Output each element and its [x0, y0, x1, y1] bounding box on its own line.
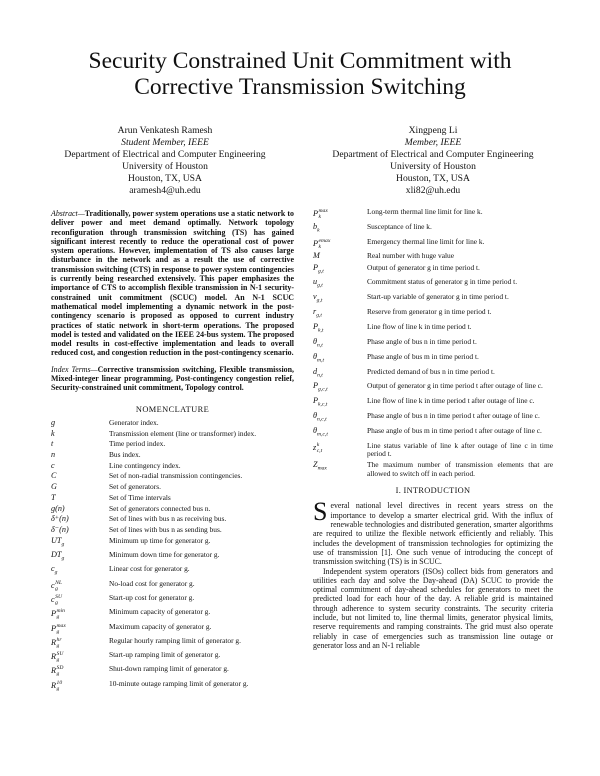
nomenclature-definition: Set of generators.: [109, 482, 161, 492]
nomenclature-definition: Line contingency index.: [109, 460, 181, 470]
nomenclature-symbol: $r_{g,t}$: [313, 307, 322, 319]
nomenclature-entry: [313, 353, 553, 365]
introduction-paragraph-1-text: everal national level directives in recent years stress on the importance to develop a smarter electrical grid. With the influx of renewable technologies and distributed generation, smarter algorithms are required to utilize the flexible network efficiently and reliably. This includes the development of transmission technologies for optimizing the use of transmission [1]. One such venue of introducing the concept of transmission switching (TS) is in SCUC.: [313, 501, 553, 567]
nomenclature-entry: [51, 665, 294, 677]
author-email: aramesh4@uh.edu: [129, 185, 201, 196]
author-name: Xingpeng Li: [408, 125, 458, 136]
nomenclature-definition: Line status variable of line k after outage of line c in time period t.: [367, 440, 553, 459]
nomenclature-definition: Emergency thermal line limit for line k.: [367, 236, 485, 246]
nomenclature-list-left: [51, 419, 294, 692]
nomenclature-entry: [51, 505, 294, 513]
nomenclature-entry: [313, 368, 553, 380]
title-line-1: Security Constrained Unit Commitment with: [88, 48, 512, 74]
introduction-paragraph-1: [313, 497, 553, 567]
nomenclature-definition: Maximum capacity of generator g.: [109, 621, 212, 631]
nomenclature-definition: Start-up variable of generator g in time period t.: [367, 292, 509, 302]
author-dept: Department of Electrical and Computer Engineering: [332, 149, 534, 160]
introduction-heading: I. INTRODUCTION: [395, 486, 471, 496]
nomenclature-definition: Phase angle of bus n in time period t after outage of line c.: [367, 411, 540, 421]
author-dept: Department of Electrical and Computer Engineering: [64, 149, 266, 160]
nomenclature-definition: Bus index.: [109, 450, 141, 460]
nomenclature-entry: [313, 442, 553, 459]
nomenclature-symbol: $P_{k,c,t}$: [313, 396, 328, 408]
nomenclature-symbol: RSD g: [51, 665, 64, 678]
nomenclature-definition: Time period index.: [109, 439, 166, 449]
nomenclature-symbol: $c_g$: [51, 564, 58, 576]
nomenclature-symbol: Pmin g: [51, 608, 65, 621]
nomenclature-symbol: $d_{n,t}$: [313, 366, 323, 379]
nomenclature-symbol: M: [313, 251, 320, 261]
nomenclature-entry: [51, 526, 294, 534]
nomenclature-definition: Shut-down ramping limit of generator g.: [109, 664, 229, 674]
nomenclature-symbol: $UT_g$: [51, 535, 65, 548]
nomenclature-definition: Start-up ramping limit of generator g.: [109, 650, 221, 660]
author-city: Houston, TX, USA: [396, 173, 470, 184]
nomenclature-symbol: $\theta_{n,t}$: [313, 336, 323, 349]
nomenclature-symbol: $P_{k,t}$: [313, 322, 324, 334]
nomenclature-definition: Regular hourly ramping limit of generator g.: [109, 635, 241, 645]
nomenclature-entry: [51, 515, 294, 523]
nomenclature-entry: [51, 494, 294, 502]
nomenclature-symbol: C: [51, 471, 57, 481]
nomenclature-definition: Set of lines with bus n as sending bus.: [109, 524, 222, 534]
nomenclature-symbol: $Z_{max}$: [313, 460, 327, 473]
nomenclature-symbol: G: [51, 482, 57, 492]
nomenclature-entry: [51, 430, 294, 438]
nomenclature-symbol: n: [51, 450, 56, 460]
nomenclature-definition: Phase angle of bus n in time period t.: [367, 336, 477, 346]
nomenclature-symbol: cNL g: [51, 579, 62, 592]
nomenclature-entry: [313, 461, 553, 478]
nomenclature-symbol: δ⁺(n): [51, 514, 69, 524]
nomenclature-entry: [313, 208, 553, 220]
nomenclature-symbol: $P_{g,c,t}$: [313, 381, 328, 394]
right-column: [313, 208, 553, 650]
nomenclature-symbol: t: [51, 439, 54, 449]
index-terms-text: Corrective transmission switching, Flexible transmission, Mixed-integer linear programming, Post-contingency congestion relief, Security-constrained unit commitment, Topology control.: [51, 364, 294, 393]
nomenclature-definition: Output of generator g in time period t after outage of line c.: [367, 381, 543, 391]
nomenclature-symbol: $\theta_{n,c,t}$: [313, 411, 327, 423]
nomenclature-entry: [313, 397, 553, 409]
nomenclature-definition: The maximum number of transmission elements that are allowed to switch off in each period.: [367, 460, 553, 478]
nomenclature-entry: [51, 462, 294, 470]
author-role: Student Member, IEEE: [121, 137, 209, 148]
nomenclature-definition: Predicted demand of bus n in time period t.: [367, 366, 495, 376]
author-email: xli82@uh.edu: [405, 185, 461, 196]
author-block-1: [50, 125, 280, 197]
nomenclature-entry: [313, 252, 553, 260]
nomenclature-definition: Reserve from generator g in time period t.: [367, 307, 492, 317]
nomenclature-entry: [51, 637, 294, 649]
nomenclature-definition: Long-term thermal line limit for line k.: [367, 207, 483, 216]
nomenclature-entry: [51, 651, 294, 663]
nomenclature-definition: Susceptance of line k.: [367, 221, 432, 231]
nomenclature-entry: [51, 594, 294, 606]
nomenclature-symbol: Rhr g: [51, 636, 62, 649]
nomenclature-definition: Set of generators connected bus n.: [109, 503, 211, 513]
nomenclature-entry: [51, 483, 294, 491]
nomenclature-symbol: $\theta_{m,t}$: [313, 351, 325, 364]
nomenclature-entry: [313, 308, 553, 320]
nomenclature-definition: Output of generator g in time period t.: [367, 262, 480, 272]
nomenclature-entry: [51, 419, 294, 427]
nomenclature-entry: [313, 412, 553, 424]
nomenclature-entry: [313, 323, 553, 335]
nomenclature-entry: [313, 223, 553, 235]
nomenclature-symbol: $P_{g,t}$: [313, 262, 324, 275]
title-line-2: Corrective Transmission Switching: [134, 74, 466, 100]
nomenclature-definition: Generator index.: [109, 417, 159, 427]
nomenclature-entry: [313, 382, 553, 394]
author-city: Houston, TX, USA: [128, 173, 202, 184]
index-terms: [51, 365, 294, 393]
nomenclature-entry: [51, 451, 294, 459]
nomenclature-definition: Phase angle of bus m in time period t after outage of line c.: [367, 425, 542, 435]
paper-title: [0, 48, 600, 100]
nomenclature-symbol: T: [51, 492, 56, 502]
nomenclature-definition: Phase angle of bus m in time period t.: [367, 351, 479, 361]
nomenclature-symbol: Pmax k: [313, 208, 328, 220]
nomenclature-definition: Real number with huge value: [367, 251, 455, 261]
nomenclature-symbol: $v_{g,t}$: [313, 292, 323, 304]
nomenclature-entry: [51, 551, 294, 563]
nomenclature-definition: Set of lines with bus n as receiving bus.: [109, 514, 227, 524]
nomenclature-symbol: g: [51, 417, 56, 427]
nomenclature-symbol: δ⁻(n): [51, 524, 69, 534]
nomenclature-definition: Minimum up time for generator g.: [109, 535, 211, 545]
nomenclature-symbol: k: [51, 428, 55, 438]
nomenclature-definition: Minimum down time for generator g.: [109, 550, 220, 560]
nomenclature-definition: Linear cost for generator g.: [109, 564, 190, 574]
index-terms-lead: Index Terms—: [51, 364, 98, 374]
author-role: Member, IEEE: [404, 137, 462, 148]
nomenclature-definition: Set of Time intervals: [109, 492, 171, 502]
nomenclature-definition: Minimum capacity of generator g.: [109, 607, 211, 617]
nomenclature-entry: [313, 264, 553, 276]
nomenclature-definition: Set of non-radial transmission contingencies.: [109, 471, 243, 481]
nomenclature-definition: Commitment status of generator g in time period t.: [367, 277, 518, 287]
nomenclature-entry: [51, 537, 294, 549]
nomenclature-entry: [313, 293, 553, 305]
nomenclature-symbol: $\theta_{m,c,t}$: [313, 425, 328, 438]
nomenclature-heading: NOMENCLATURE: [135, 404, 210, 414]
abstract: [51, 209, 294, 358]
nomenclature-definition: 10-minute outage ramping limit of generator g.: [109, 678, 249, 688]
nomenclature-symbol: R10 g: [51, 679, 63, 692]
abstract-text: Traditionally, power system operations use a static network to deliver power and meet demand optimally. Network topology reconfiguration through transmission switching (TS) has gained significant interest recently to reduce the operational cost of power system operations. However, implementation of TS also causes large disturbance in the network and as a result the use of corrective transmission switching (CTS) in response to power system contingencies is currently being researched extensively. This paper emphasizes the importance of CTS to accomplish flexible transmission in N-1 security-constrained unit commitment (SCUC) model. An N-1 SCUC mathematical model implementing a dynamic network in the post-contingency scenario is proposed as opposed to current industry practices of static network in short-term operations. The proposed model is tested and validated on the IEEE 24-bus system. The proposed model results in cost-effective implementation and leads to overall reduced cost, and congestion reduction in the post-contingency scenario.: [51, 209, 294, 358]
nomenclature-symbol: g(n): [51, 503, 65, 513]
nomenclature-entry: [51, 440, 294, 448]
nomenclature-entry: [51, 580, 294, 592]
nomenclature-symbol: Pemax k: [313, 237, 331, 250]
nomenclature-entry: [51, 623, 294, 635]
introduction-paragraph-2: Independent system operators (ISOs) collect bids from generators and utilities each day and solve the Day-ahead (DA) SCUC to provide the optimal commitment of day-ahead schedules for generators to meet the predicted load for each hour of the day. A reliable grid is maintained through adherence to system security constraints. The security criteria include, but not limited to, line thermal limits, generator physical limits, reserve requirements and ramping constraints. The grid must also operate reliably in case of emergencies such as transmission line outage or generator loss and an N-1 reliable: [313, 566, 553, 650]
nomenclature-entry: [313, 338, 553, 350]
nomenclature-definition: Line flow of line k in time period t.: [367, 322, 472, 332]
author-name: Arun Venkatesh Ramesh: [117, 125, 213, 136]
nomenclature-symbol: $DT_g$: [51, 550, 65, 562]
nomenclature-list-right: [313, 208, 553, 478]
abstract-lead: Abstract—: [51, 209, 85, 218]
nomenclature-symbol: zk c,t: [313, 441, 323, 454]
nomenclature-entry: [313, 278, 553, 290]
author-block-2: [318, 125, 548, 197]
nomenclature-entry: [51, 472, 294, 480]
nomenclature-symbol: RSU g: [51, 651, 64, 664]
nomenclature-symbol: $u_{g,t}$: [313, 277, 323, 290]
nomenclature-entry: [313, 427, 553, 439]
author-univ: University of Houston: [390, 161, 476, 172]
nomenclature-symbol: c: [51, 460, 55, 470]
nomenclature-symbol: $b_k$: [313, 221, 320, 234]
nomenclature-definition: No-load cost for generator g.: [109, 578, 195, 588]
drop-cap: S: [313, 497, 328, 527]
nomenclature-definition: Transmission element (line or transformer) index.: [109, 428, 257, 438]
nomenclature-entry: [51, 608, 294, 620]
introduction-body: [313, 497, 553, 650]
nomenclature-entry: [51, 565, 294, 577]
nomenclature-definition: Line flow of line k in time period t after outage of line c.: [367, 396, 535, 406]
nomenclature-entry: [51, 680, 294, 692]
nomenclature-symbol: cSU g: [51, 594, 62, 606]
nomenclature-entry: [313, 238, 553, 250]
nomenclature-symbol: Pmax g: [51, 622, 66, 635]
author-univ: University of Houston: [122, 161, 208, 172]
left-column: [51, 209, 294, 694]
nomenclature-definition: Start-up cost for generator g.: [109, 593, 195, 602]
